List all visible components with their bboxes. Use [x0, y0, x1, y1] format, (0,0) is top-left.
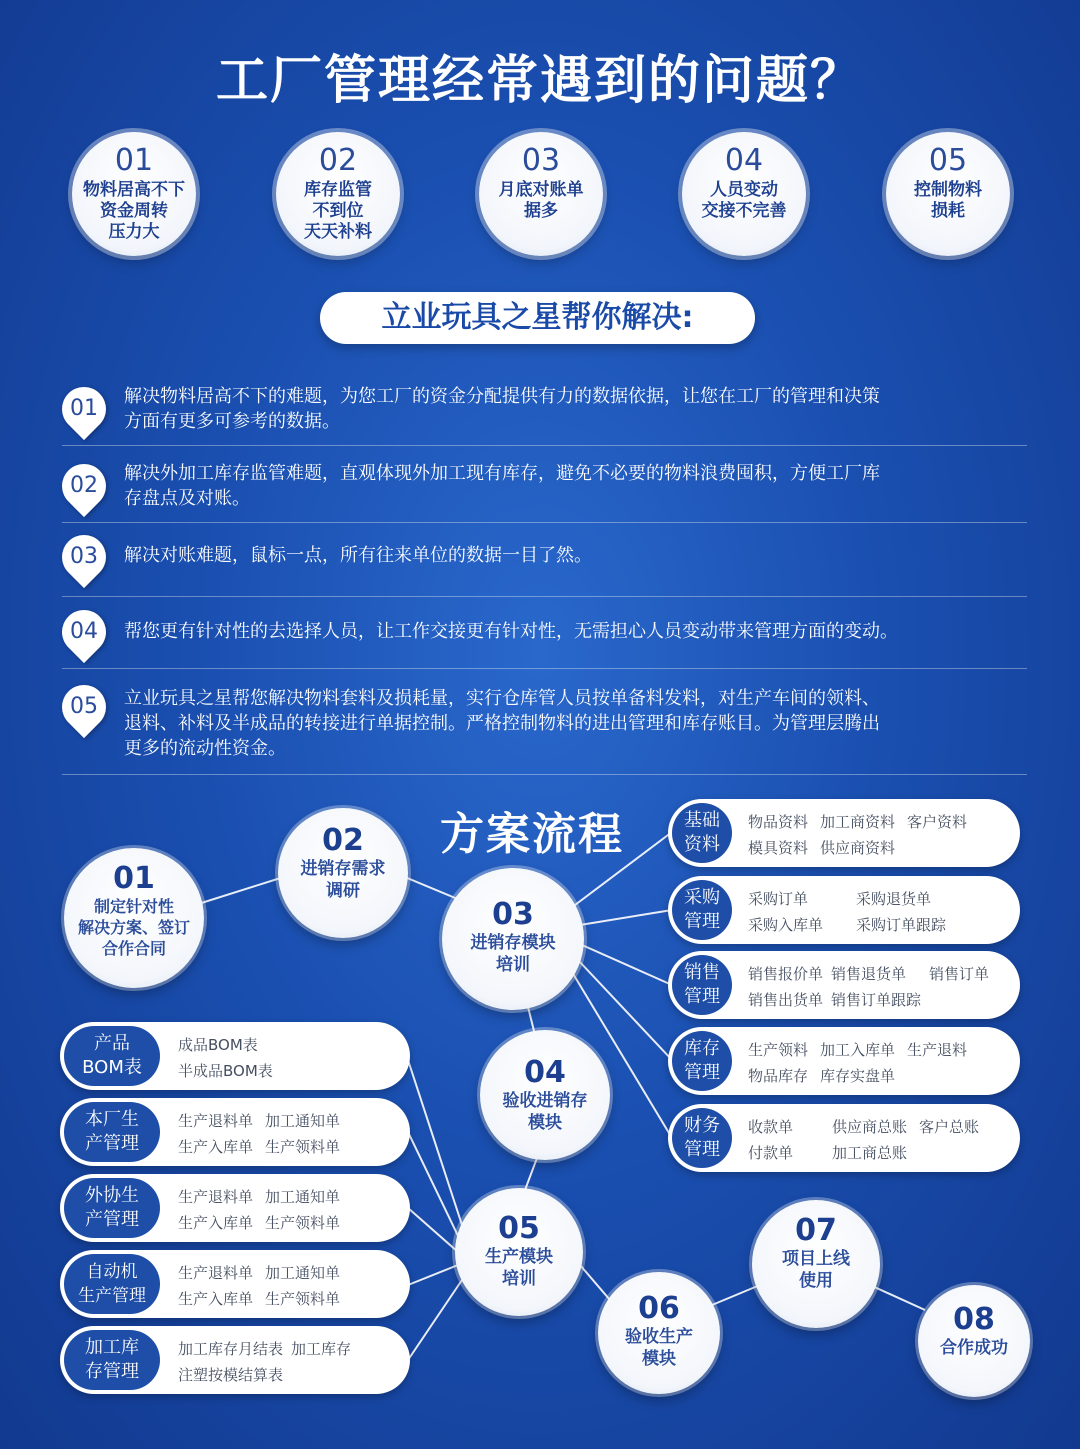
module-item: 生产退料单	[178, 1264, 254, 1282]
step-line: 进销存需求	[300, 859, 386, 879]
module-item: 客户资料	[907, 813, 968, 831]
module-processing-inventory	[60, 1326, 410, 1394]
module-item: 加工通知单	[265, 1188, 341, 1206]
step-05	[455, 1188, 583, 1316]
module-head	[672, 1031, 732, 1091]
module-item: 销售报价单	[748, 965, 824, 983]
module-item	[929, 987, 989, 1013]
solution-number: 05	[70, 694, 98, 719]
module-product-bom	[60, 1022, 410, 1090]
problem-line: 压力大	[108, 222, 160, 242]
solution-divider	[62, 522, 1027, 523]
module-items	[178, 1108, 340, 1160]
module-item: 销售出货单	[748, 991, 824, 1009]
problem-line: 不到位	[312, 201, 364, 221]
solution-divider	[62, 774, 1027, 775]
module-item: 销售订单跟踪	[831, 991, 922, 1009]
step-number: 03	[492, 897, 534, 932]
module-head-line: 财务	[684, 1115, 720, 1136]
problem-number: 05	[928, 143, 968, 178]
module-item: 采购入库单	[748, 916, 824, 934]
module-head-line: 管理	[684, 1062, 720, 1083]
module-items	[748, 961, 989, 1013]
module-item: 加工库存	[291, 1340, 352, 1358]
step-label	[64, 896, 204, 959]
step-number: 05	[498, 1211, 540, 1246]
step-02	[278, 808, 408, 938]
problem-label	[682, 180, 806, 222]
problem-line: 控制物料	[914, 180, 982, 200]
step-line: 培训	[496, 955, 530, 975]
problem-line: 库存监管	[304, 180, 372, 200]
problem-line: 资金周转	[100, 201, 168, 221]
module-head-line: 管理	[684, 1139, 720, 1160]
module-head-line: 外协生	[85, 1185, 139, 1206]
module-item: 加工入库单	[820, 1041, 896, 1059]
solution-line: 帮您更有针对性的去选择人员，让工作交接更有针对性，无需担心人员变动带来管理方面的变动。	[124, 621, 898, 642]
solution-badge-03	[53, 526, 115, 588]
step-number: 02	[322, 823, 364, 858]
module-item: 付款单	[748, 1144, 794, 1162]
problem-label	[479, 180, 603, 222]
step-line: 解决方案、签订	[77, 918, 190, 937]
module-items	[178, 1336, 351, 1388]
module-sales	[668, 951, 1020, 1019]
module-item: 生产退料单	[178, 1188, 254, 1206]
module-items	[748, 1114, 979, 1166]
problem-circle-01	[72, 132, 196, 256]
module-item: 加工通知单	[265, 1112, 341, 1130]
module-outsourced-production	[60, 1174, 410, 1242]
module-item: 物品资料	[748, 813, 809, 831]
module-item: 生产退料单	[178, 1112, 254, 1130]
solution-badge-05	[53, 676, 115, 738]
module-head-line: 销售	[684, 962, 720, 983]
solution-line: 解决物料居高不下的难题，为您工厂的资金分配提供有力的数据依据，让您在工厂的管理和决策	[124, 386, 880, 407]
module-head-line: 管理	[684, 911, 720, 932]
module-automatic-production	[60, 1250, 410, 1318]
problem-label	[276, 180, 400, 243]
module-item: 加工通知单	[265, 1264, 341, 1282]
step-number: 06	[638, 1291, 680, 1326]
step-line: 验收进销存	[502, 1091, 588, 1111]
module-head-line: 产管理	[85, 1133, 139, 1154]
module-head	[672, 955, 732, 1015]
module-item: 生产领料	[748, 1041, 809, 1059]
step-line: 项目上线	[782, 1249, 850, 1269]
solution-text-02	[124, 461, 1044, 511]
problem-label	[886, 180, 1010, 222]
step-label	[480, 1090, 610, 1134]
problem-line: 据多	[524, 201, 558, 221]
module-item: 生产领料单	[265, 1214, 341, 1232]
module-head-line: 自动机	[86, 1262, 138, 1282]
module-items	[178, 1032, 273, 1084]
solution-number: 01	[70, 396, 98, 421]
page-title: 工厂管理经常遇到的问题？	[215, 51, 864, 111]
solution-line: 解决外加工库存监管难题，直观体现外加工现有库存，避免不必要的物料浪费囤积，方便工厂库	[124, 463, 880, 484]
step-07	[752, 1200, 880, 1328]
step-line: 进销存模块	[470, 933, 556, 953]
step-label	[442, 932, 584, 976]
module-head-line: 生产管理	[78, 1286, 146, 1306]
step-label	[278, 858, 408, 902]
module-item: 生产入库单	[178, 1214, 254, 1232]
step-number: 04	[524, 1055, 566, 1090]
module-head-line: 产管理	[85, 1209, 139, 1230]
module-finance	[668, 1104, 1020, 1172]
module-item: 生产入库单	[178, 1290, 254, 1308]
problem-number: 04	[724, 143, 764, 178]
solution-text-04	[124, 619, 1054, 644]
step-line: 生产模块	[485, 1247, 553, 1267]
solution-banner: 立业玩具之星帮你解决:	[320, 292, 755, 344]
problem-line: 月底对账单	[498, 180, 584, 200]
module-item: 采购退货单	[856, 890, 932, 908]
module-head	[672, 803, 732, 863]
module-item: 采购订单	[748, 890, 809, 908]
module-own-production	[60, 1098, 410, 1166]
module-item	[907, 835, 967, 861]
module-head-line: 资料	[684, 834, 720, 855]
solution-number: 04	[70, 619, 98, 644]
module-item: 供应商资料	[820, 839, 896, 857]
module-item: 供应商总账	[832, 1118, 908, 1136]
solution-divider	[62, 668, 1027, 669]
module-item: 生产入库单	[178, 1138, 254, 1156]
module-item: 半成品BOM表	[178, 1062, 273, 1080]
step-line: 合作成功	[940, 1338, 1008, 1358]
module-head	[672, 1108, 732, 1168]
module-head-line: 存管理	[85, 1361, 139, 1382]
module-items	[748, 886, 946, 938]
solution-line: 方面有更多可参考的数据。	[124, 411, 340, 432]
step-line: 模块	[642, 1349, 676, 1369]
module-head	[64, 1026, 160, 1086]
solution-line: 更多的流动性资金。	[124, 738, 286, 759]
step-line: 合作合同	[101, 939, 166, 958]
solution-text-05	[124, 686, 1044, 761]
step-number: 07	[795, 1213, 837, 1248]
module-item: 生产领料单	[265, 1290, 341, 1308]
module-item: 客户总账	[919, 1118, 980, 1136]
problem-line: 损耗	[931, 201, 965, 221]
step-line: 调研	[326, 881, 360, 901]
problem-circle-02	[276, 132, 400, 256]
solution-badge-01	[53, 378, 115, 440]
module-item: 物品库存	[748, 1067, 809, 1085]
module-item: 生产领料单	[265, 1138, 341, 1156]
module-head-line: 库存	[684, 1038, 720, 1059]
problem-circle-03	[479, 132, 603, 256]
module-head-line: 产品	[94, 1033, 130, 1054]
module-head	[64, 1102, 160, 1162]
module-head-line: 本厂生	[85, 1109, 139, 1130]
step-label	[598, 1326, 720, 1370]
module-item: 加工库存月结表	[178, 1340, 284, 1358]
module-head-line: 管理	[684, 986, 720, 1007]
module-head-line: 基础	[684, 810, 720, 831]
step-line: 使用	[799, 1271, 833, 1291]
module-head	[64, 1254, 160, 1314]
step-line: 制定针对性	[93, 897, 174, 916]
solution-line: 退料、补料及半成品的转接进行单据控制。严格控制物料的进出管理和库存账目。为管理层腾出	[124, 713, 880, 734]
module-inventory	[668, 1027, 1020, 1095]
problem-number: 01	[114, 143, 154, 178]
solution-number: 03	[70, 544, 98, 569]
module-purchase	[668, 876, 1020, 944]
solution-line: 存盘点及对账。	[124, 488, 250, 509]
module-item	[919, 1140, 979, 1166]
step-number: 01	[113, 861, 155, 896]
module-item: 销售退货单	[831, 965, 907, 983]
solution-badge-02	[53, 455, 115, 517]
module-items	[748, 1037, 967, 1089]
module-head-line: BOM表	[82, 1057, 142, 1078]
module-item: 收款单	[748, 1118, 794, 1136]
solution-badge-04	[53, 601, 115, 663]
problem-line: 人员变动	[710, 180, 778, 200]
problem-number: 02	[318, 143, 358, 178]
module-head	[64, 1178, 160, 1238]
step-number: 08	[953, 1302, 995, 1337]
problem-circle-04	[682, 132, 806, 256]
module-item	[291, 1362, 351, 1388]
solution-divider	[62, 445, 1027, 446]
module-item	[907, 1063, 967, 1089]
problem-line: 物料居高不下	[83, 180, 185, 200]
step-08	[918, 1285, 1030, 1397]
problem-line: 天天补料	[304, 222, 372, 242]
step-line: 验收生产	[625, 1327, 693, 1347]
module-item: 销售订单	[929, 965, 990, 983]
process-title: 方案流程	[440, 809, 624, 860]
module-head	[672, 880, 732, 940]
step-03	[442, 868, 584, 1010]
module-item: 加工商总账	[832, 1144, 908, 1162]
module-basic-data	[668, 799, 1020, 867]
module-items	[178, 1184, 340, 1236]
problem-line: 交接不完善	[701, 201, 787, 221]
module-item: 采购订单跟踪	[856, 916, 947, 934]
step-label	[455, 1246, 583, 1290]
step-01	[64, 848, 204, 988]
module-head-line: 采购	[684, 887, 720, 908]
module-item: 成品BOM表	[178, 1036, 258, 1054]
module-item: 注塑按模结算表	[178, 1366, 284, 1384]
problem-label	[72, 180, 196, 243]
module-item: 加工商资料	[820, 813, 896, 831]
module-items	[748, 809, 967, 861]
problem-circle-05	[886, 132, 1010, 256]
solution-line: 立业玩具之星帮您解决物料套料及损耗量，实行仓库管人员按单备料发料，对生产车间的领料、	[124, 688, 880, 709]
step-04	[480, 1030, 610, 1160]
step-label	[752, 1248, 880, 1292]
step-label	[918, 1337, 1030, 1359]
module-head	[64, 1330, 160, 1390]
problem-number: 03	[521, 143, 561, 178]
step-line: 培训	[502, 1269, 536, 1289]
solution-number: 02	[70, 473, 98, 498]
solution-text-03	[124, 543, 1044, 568]
module-item: 模具资料	[748, 839, 809, 857]
solution-line: 解决对账难题，鼠标一点，所有往来单位的数据一目了然。	[124, 545, 592, 566]
module-item: 生产退料	[907, 1041, 968, 1059]
module-head-line: 加工库	[85, 1337, 139, 1358]
module-item: 库存实盘单	[820, 1067, 896, 1085]
solution-divider	[62, 596, 1027, 597]
step-06	[598, 1272, 720, 1394]
solution-text-01	[124, 384, 1044, 434]
module-items	[178, 1260, 340, 1312]
step-line: 模块	[528, 1113, 562, 1133]
